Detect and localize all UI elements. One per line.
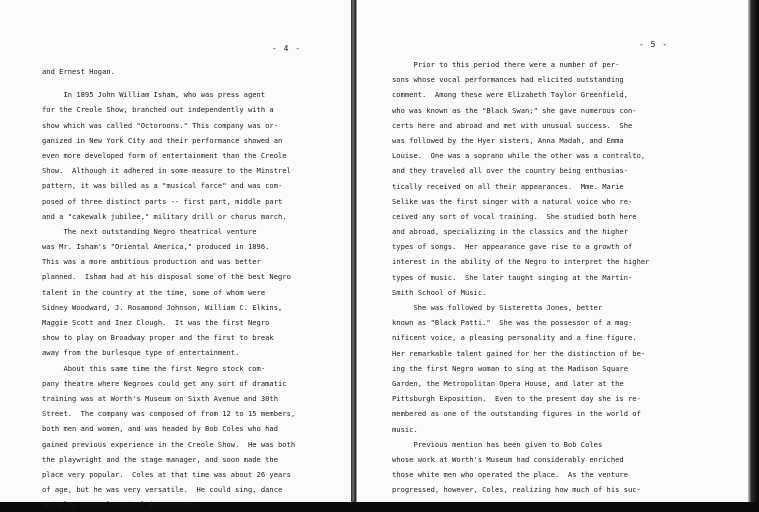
text-line: nificent voice, a pleasing personality and a fine figure. [392,333,637,343]
text-line: the playwright and the stage manager, and soon made the [42,454,278,464]
text-line: types of music. She later taught singing at the Martin- [392,272,633,282]
right-page-text [392,57,712,497]
text-line: membered as one of the outstanding figures in the world of [392,409,641,419]
text-line: was followed by the Hyer sisters, Anna Madah, and Emma [392,135,624,145]
text-line: even more developed form of entertainment than the Creole [42,150,287,160]
text-line: sons whose vocal performances had elicited outstanding [392,75,624,85]
text-line: Maggie Scott and Inez Clough. It was the first Negro [42,318,270,327]
left-page-number: - 4 - [272,44,302,53]
text-line: was Mr. Isham's "Oriental America," produced in 1896. [42,242,270,252]
text-line: training was at Worth's Museum on Sixth Avenue and 30th [42,393,278,403]
text-line: both men and women, and was headed by Bob Coles who had [42,424,278,434]
text-line: pany theatre where Negroes could get any sort of dramatic [42,378,287,388]
text-line: Louise. One was a soprano while the other was a contralto, [392,151,646,161]
text-line: Show. Although it adhered in some measure to the Minstrel [42,166,291,176]
text-line: About this same time the first Negro stock com- [42,363,266,373]
text-line: Street. The company was composed of from 12 to 15 members, [42,409,296,419]
text-line: show which was called "Octoroons." This company was or- [42,120,278,130]
text-line: planned. Isham had at his disposal some of the best Negro [42,272,291,282]
text-line: who was known as the "Black Swan;" she gave numerous con- [392,105,637,115]
text-line: tically received on all their appearances. Mme. Marie [392,181,624,191]
text-line: pattern, it was billed as a "musical farce" and was com- [42,181,283,191]
text-line: comment. Among these were Elizabeth Taylor Greenfield, [392,90,628,100]
text-line: show to play on Broadway proper and the first to break [42,333,274,343]
text-line: progressed, however, Coles, realizing how much of his suc- [392,485,641,495]
text-line: music. [392,424,418,434]
text-line: Pittsburgh Exposition. Even to the present day she is re- [392,394,641,404]
text-line: and play several musical instruments. [42,500,201,510]
text-line: posed of three distinct parts -- first part, middle part [42,196,283,206]
text-line: Garden, the Metropolitan Opera House, and later at the [392,378,624,388]
text-line: and abroad, specializing in the classics and the higher [392,227,628,237]
text-line: and Ernest Hogan. [42,67,115,76]
text-line: Smith School of Music. [392,287,487,297]
text-line: Her remarkable talent gained for her the distinction of be- [392,348,646,358]
text-line: Sidney Woodward, J. Rosamond Johnson, William C. Elkins, [42,302,283,312]
text-line: ceived any sort of vocal training. She studied both here [392,211,637,221]
text-line: of age, but he was very versatile. He could sing, dance [42,485,283,495]
scan-edge [748,0,759,502]
text-line: place very popular. Coles at that time was about 26 years [42,469,291,479]
text-line: and a "cakewalk jubilee," military drill or chorus march. [42,211,287,221]
text-line: She was followed by Sisteretta Jones, better [392,303,603,312]
text-line: Previous mention has been given to Bob Coles [392,439,603,449]
text-line: and they traveled all over the country being enthusias- [392,166,628,176]
text-line: Prior to this period there were a number of per- [392,60,620,69]
text-line: certs here and abroad and met with unusual success. She [392,120,633,130]
text-line: whose work at Worth's Museum had considerably enriched [392,454,624,464]
text-line: ganized in New York City and their performance showed an [42,135,283,145]
text-line: The next outstanding Negro theatrical venture [42,226,257,236]
right-page-number: - 5 - [639,40,669,49]
text-line: for the Creole Show, branched out independently with a [42,105,274,115]
text-line: ing the first Negro woman to sing at the Madison Square [392,363,628,373]
text-line: This was a more ambitious production and was better [42,257,261,267]
text-line: interest in the ability of the Negro to interpret the higher [392,257,650,267]
text-line: In 1895 John William Isham, who was press agent [42,90,266,100]
text-line: Selike was the first singer with a natural voice who re- [392,196,633,206]
text-line: away from the burlesque type of entertainment. [42,348,240,358]
text-line: types of songs. Her appearance gave rise to a growth of [392,242,633,252]
text-line: those white men who operated the place. As the venture [392,470,628,480]
text-line: talent in the country at the time, some of whom were [42,287,266,297]
left-page-text [42,64,347,512]
text-line [42,79,347,87]
text-line: known as "Black Patti." She was the possessor of a mag- [392,318,633,328]
text-line: gained previous experience in the Creole Show. He was both [42,439,296,449]
